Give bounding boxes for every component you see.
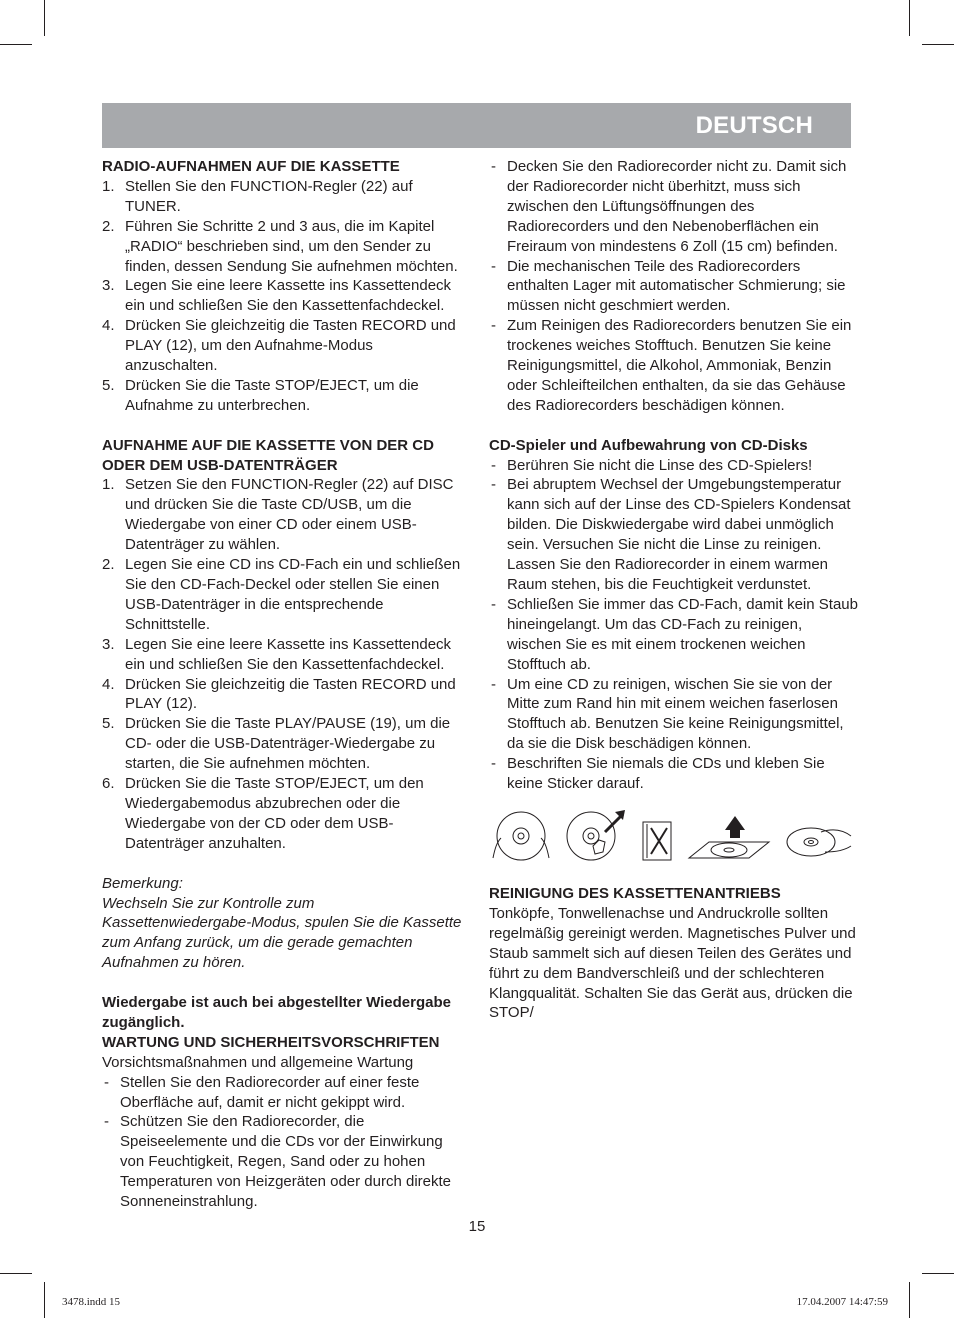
note-text: Wechseln Sie zur Kontrolle zum Kassettenwiedergabe-Modus, spulen Sie die Kassette zum Anfang zurück, um die gerade gemachten Aufnahmen zu hören. xyxy=(102,894,462,972)
cd-hold-edges-icon xyxy=(489,802,553,866)
radio-recording-heading: RADIO-AUFNAHMEN AUF DIE KASSETTE xyxy=(102,158,400,175)
cd-care-heading: CD-Spieler und Aufbewahrung von CD-Disks xyxy=(489,436,808,454)
list-item: 5. Drücken Sie die Taste STOP/EJECT, um die Aufnahme zu unterbrechen. xyxy=(102,376,419,414)
list-item: - Berühren Sie nicht die Linse des CD-Spielers! xyxy=(491,456,813,474)
footer-date: 17.04.2007 14:47:59 xyxy=(796,1296,888,1308)
crop-mark xyxy=(922,1273,954,1274)
list-item: 2. Legen Sie eine CD ins CD-Fach ein und schließen Sie den CD-Fach-Deckel oder stellen Sie einen USB-Datenträger in die entsprechende Schnittstelle. xyxy=(102,556,461,633)
list-item: 2. Führen Sie Schritte 2 und 3 aus, die im Kapitel „RADIO“ beschrieben sind, um den Sender zu finden, dessen Sendung Sie aufnehmen möchten. xyxy=(102,217,458,275)
list-item: - Um eine CD zu reinigen, wischen Sie sie von der Mitte zum Rand hin mit einem weichen faserlosen Stofftuch ab. Benutzen Sie keine Reinigungsmittel, da sie die Disk beschädigen können. xyxy=(491,675,844,753)
list-item: 1. Setzen Sie den FUNCTION-Regler (22) auf DISC und drücken Sie die Taste CD/USB, um die Wiedergabe von einer CD oder einem USB-Datenträger zu wählen. xyxy=(102,476,454,554)
list-item: - Stellen Sie den Radiorecorder auf einer feste Oberfläche auf, damit er nicht gekippt wird. xyxy=(104,1073,420,1111)
cd-recording-heading: AUFNAHME AUF DIE KASSETTE VON DER CD ODER DEM USB-DATENTRÄGER xyxy=(102,436,434,474)
crop-mark xyxy=(909,1282,910,1318)
list-item: 4. Drücken Sie gleichzeitig die Tasten RECORD und PLAY (12), um den Aufnahme-Modus anzuschalten. xyxy=(102,317,456,375)
footer-file: 3478.indd 15 xyxy=(62,1296,121,1308)
note-label: Bemerkung: xyxy=(102,874,183,892)
language-title: DEUTSCH xyxy=(695,112,813,139)
list-item: - Schützen Sie den Radiorecorder, die Speiseelemente und die CDs vor der Einwirkung von Feuchtigkeit, Regen, Sand oder zu hohen Temperaturen von Heizgeräten oder durch direkte Sonneneinstrahlung. xyxy=(104,1113,452,1211)
cd-handling-illustrations xyxy=(489,802,859,874)
crop-mark xyxy=(44,1282,45,1318)
crop-mark xyxy=(44,0,45,36)
list-item: - Schließen Sie immer das CD-Fach, damit kein Staub hineingelangt. Um das CD-Fach zu reinigen, wischen Sie es mit einem trockenen weichen Stofftuch ab. xyxy=(491,595,858,673)
crop-mark xyxy=(0,44,32,45)
crop-mark xyxy=(909,0,910,36)
list-item: - Zum Reinigen des Radiorecorders benutzen Sie ein trockenes weiches Stofftuch. Benutzen Sie keine Reinigungsmittel, die Alkohol, Ammoniak, Benzin oder Schleifteilchen enthalten, da sie das Gehäuse des Radiorecorders beschädigen können. xyxy=(491,317,852,414)
cd-steps-list xyxy=(102,475,467,853)
list-item: - Beschriften Sie niemals die CDs und kleben Sie keine Sticker darauf. xyxy=(491,755,825,793)
tape-cleaning-text: Tonköpfe, Tonwellenachse und Andruckrolle sollten regelmäßig gereinigt werden. Magnetisches Pulver und Staub sammelt sich auf diesen Teilen des Gerätes und führt zu dem Bandverschleiß und der schlechteren Klangqualität. Schalten Sie das Gerät aus, drücken die STOP/ xyxy=(489,904,856,1022)
tape-cleaning-heading: REINIGUNG DES KASSETTENANTRIEBS xyxy=(489,884,781,902)
radio-steps-list xyxy=(102,177,467,416)
language-header-bar xyxy=(102,103,851,148)
list-item: 1. Stellen Sie den FUNCTION-Regler (22) auf TUNER. xyxy=(102,177,413,215)
right-column xyxy=(489,157,859,1023)
list-item: 3. Legen Sie eine leere Kassette ins Kassettendeck ein und schließen Sie den Kassettenfachdeckel. xyxy=(102,635,452,673)
page-number: 15 xyxy=(468,1218,486,1235)
cd-touch-icon xyxy=(561,802,629,866)
left-column xyxy=(102,157,467,1212)
list-item: 5. Drücken Sie die Taste PLAY/PAUSE (19), um die CD- oder die USB-Datenträger-Wiedergabe zu starten, die Sie aufnehmen möchten. xyxy=(102,715,451,773)
safety-intro: Vorsichtsmaßnahmen und allgemeine Wartung xyxy=(102,1053,414,1071)
list-item: - Die mechanischen Teile des Radiorecorders enthalten Lager mit automatischer Schmierung; sie müssen nicht geschmiert werden. xyxy=(491,257,846,315)
crop-mark xyxy=(0,1273,32,1274)
list-item: - Decken Sie den Radiorecorder nicht zu. Damit sich der Radiorecorder nicht überhitzt, muss sich zwischen den Lüftungsöffnungen des Radiorecorders und den Nebenoberflächen ein Freiraum von mindestens 6 Zoll (15 cm) befinden. xyxy=(491,158,847,255)
safety-heading: WARTUNG UND SICHERHEITSVORSCHRIFTEN xyxy=(102,1033,440,1051)
list-item: - Bei abruptem Wechsel der Umgebungstemperatur kann sich auf der Linse des CD-Spielers Kondensat bilden. Die Diskwiedergabe wird dabei unmöglich sein. Versuchen Sie nicht die Linse zu reinigen. Lassen Sie den Radiorecorder in einem warmen Raum stehen, bis die Feuchtigkeit verdunstet. xyxy=(491,476,851,594)
cd-tray-arrow-icon xyxy=(685,802,771,866)
list-item: 4. Drücken Sie gleichzeitig die Tasten RECORD und PLAY (12). xyxy=(102,675,456,713)
playback-note: Wiedergabe ist auch bei abgestellter Wiedergabe zugänglich. xyxy=(102,994,451,1031)
crop-mark xyxy=(922,44,954,45)
list-item: 3. Legen Sie eine leere Kassette ins Kassettendeck ein und schließen Sie den Kassettenfachdeckel. xyxy=(102,277,452,315)
cd-wipe-icon xyxy=(781,802,853,866)
cd-case-forbidden-icon xyxy=(639,802,675,866)
list-item: 6. Drücken Sie die Taste STOP/EJECT, um den Wiedergabemodus abzubrechen oder die Wiedergabe von der CD oder dem USB-Datenträger anzuhalten. xyxy=(102,775,424,852)
